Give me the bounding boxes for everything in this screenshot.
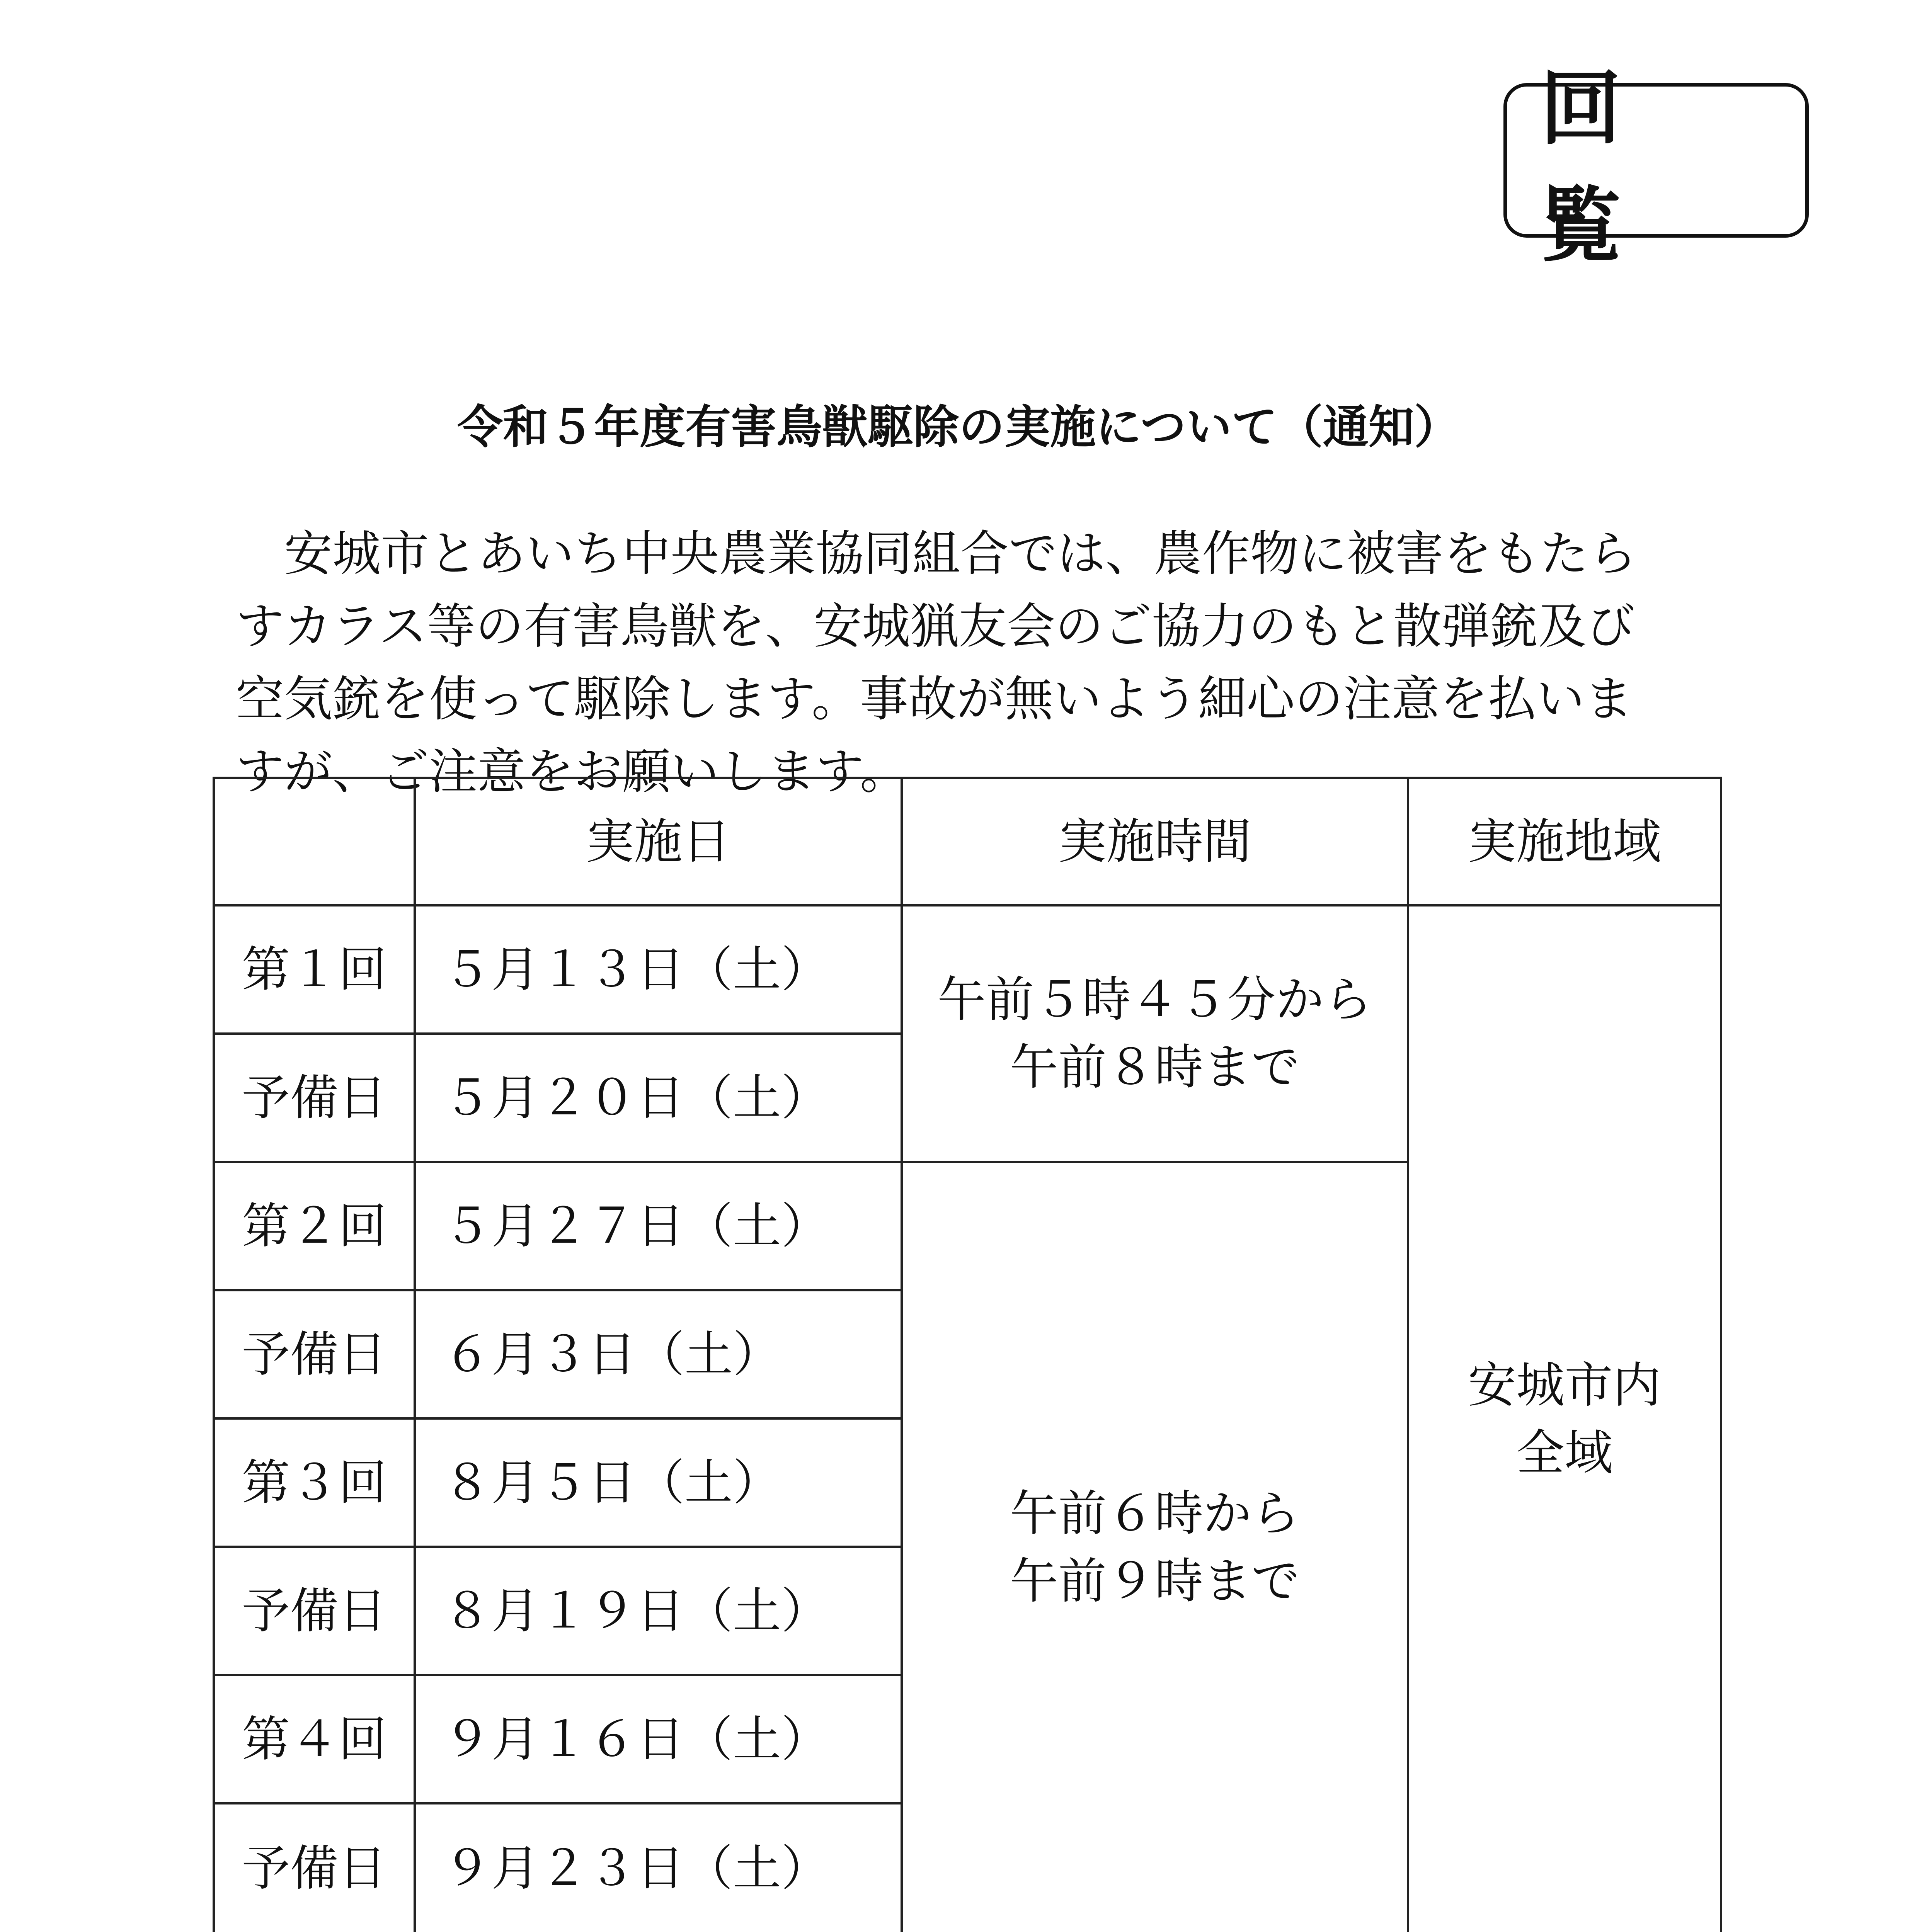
row-date: ９月２３日（土） xyxy=(415,1803,902,1932)
time-2-line2: 午前９時まで xyxy=(1010,1553,1300,1609)
row-date: ５月２０日（土） xyxy=(415,1034,902,1162)
intro-paragraph: 安城市とあいち中央農業協同組合では、農作物に被害をもたらすカラス等の有害鳥獣を、安城猟友会のご協力のもと散弾銃及び空気銃を使って駆除します。事故が無いよう細心の注意を払いますが、ご注意をお願いします。 xyxy=(236,526,1637,800)
header-time: 実施時間 xyxy=(902,778,1408,905)
time-cell-1 xyxy=(902,905,1408,1162)
time-cell-2 xyxy=(902,1162,1408,1932)
row-date: ６月３日（土） xyxy=(415,1290,902,1418)
header-blank xyxy=(214,778,415,905)
row-date: ８月５日（土） xyxy=(415,1418,902,1547)
row-date: ８月１９日（土） xyxy=(415,1547,902,1675)
row-label: 第２回 xyxy=(214,1162,415,1290)
time-1-line1: 午前５時４５分から xyxy=(937,972,1372,1028)
circulation-stamp: 回 覧 xyxy=(1503,83,1809,238)
row-label: 予備日 xyxy=(214,1803,415,1932)
time-1-line2: 午前８時まで xyxy=(1010,1039,1300,1095)
header-date: 実施日 xyxy=(415,778,902,905)
row-date: ５月１３日（土） xyxy=(415,905,902,1034)
row-label: 第３回 xyxy=(214,1418,415,1547)
table-header-row xyxy=(214,778,1721,905)
area-line1: 安城市内 xyxy=(1468,1357,1661,1413)
area-cell xyxy=(1408,905,1721,1932)
row-label: 予備日 xyxy=(214,1034,415,1162)
row-label: 第１回 xyxy=(214,905,415,1034)
row-label: 予備日 xyxy=(214,1547,415,1675)
row-label: 予備日 xyxy=(214,1290,415,1418)
schedule-table xyxy=(213,777,1722,1932)
header-area: 実施地域 xyxy=(1408,778,1721,905)
document-title: 令和５年度有害鳥獣駆除の実施について（通知） xyxy=(457,400,1460,454)
row-label: 第４回 xyxy=(214,1675,415,1803)
row-date: ５月２７日（土） xyxy=(415,1162,902,1290)
table-row xyxy=(214,905,1721,1034)
area-line2: 全域 xyxy=(1516,1425,1613,1481)
row-date: ９月１６日（土） xyxy=(415,1675,902,1803)
time-2-line1: 午前６時から xyxy=(1010,1486,1300,1542)
